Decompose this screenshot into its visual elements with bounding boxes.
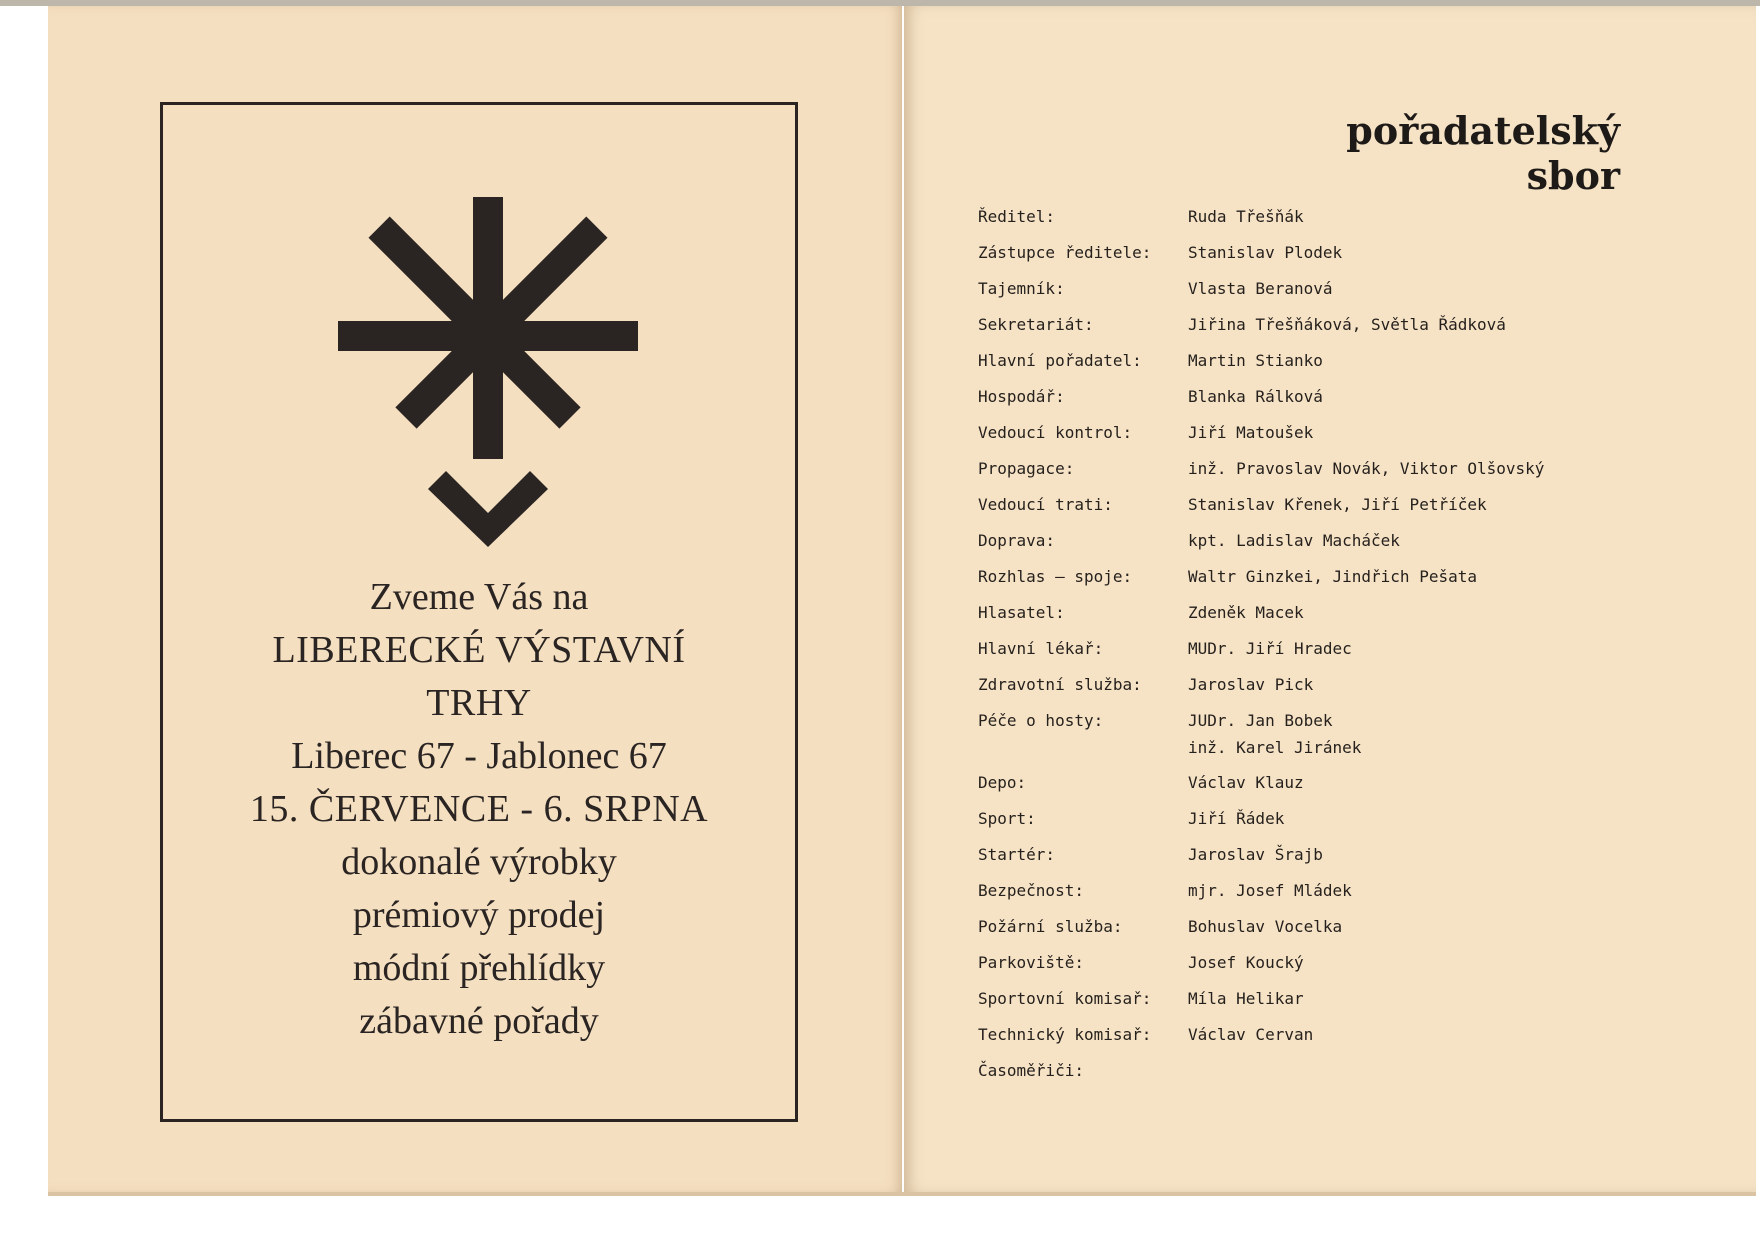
roster-row (978, 881, 1598, 917)
role-label: Startér: (978, 845, 1056, 864)
role-label: Propagace: (978, 459, 1075, 478)
ad-line: zábavné pořady (359, 1000, 599, 1042)
roster-row (978, 423, 1598, 459)
organizer-roster (978, 207, 1598, 1097)
role-label: Vedoucí trati: (978, 495, 1113, 514)
person-name: Jiřina Třešňáková, Světla Řádková (1188, 315, 1506, 334)
role-label: Vedoucí kontrol: (978, 423, 1133, 442)
roster-row (978, 567, 1598, 603)
roster-row (978, 989, 1598, 1025)
ad-line: módní přehlídky (352, 947, 606, 989)
role-label: Hlavní lékař: (978, 639, 1104, 658)
role-label: Bezpečnost: (978, 881, 1084, 900)
role-label: Sportovní komisař: (978, 989, 1152, 1008)
role-label: Časoměřiči: (978, 1061, 1084, 1080)
roster-row (978, 809, 1598, 845)
roster-row (978, 953, 1598, 989)
person-name: Bohuslav Vocelka (1188, 917, 1343, 936)
person-name: inž. Pravoslav Novák, Viktor Olšovský (1188, 459, 1545, 478)
roster-row (978, 773, 1598, 809)
roster-row (978, 917, 1598, 953)
advertisement-frame (160, 102, 798, 1122)
roster-row (978, 639, 1598, 675)
roster-row (978, 1061, 1598, 1097)
person-name: mjr. Josef Mládek (1188, 881, 1352, 900)
person-name: Ruda Třešňák (1188, 207, 1304, 226)
person-name: Martin Stianko (1188, 351, 1323, 370)
person-name: Jaroslav Pick (1188, 675, 1314, 694)
ad-line: LIBERECKÉ VÝSTAVNÍ (272, 629, 686, 671)
role-label: Péče o hosty: (978, 711, 1104, 730)
role-label: Zástupce ředitele: (978, 243, 1152, 262)
ad-line: Zveme Vás na (369, 576, 589, 618)
left-page (48, 6, 902, 1192)
person-name: JUDr. Jan Bobek (1188, 711, 1333, 730)
role-label: Hospodář: (978, 387, 1065, 406)
roster-row (978, 711, 1598, 773)
roster-row (978, 387, 1598, 423)
roster-row (978, 675, 1598, 711)
person-name: Stanislav Plodek (1188, 243, 1343, 262)
roster-row (978, 279, 1598, 315)
roster-row (978, 495, 1598, 531)
role-label: Doprava: (978, 531, 1056, 550)
person-name: Blanka Rálková (1188, 387, 1323, 406)
person-name: Stanislav Křenek, Jiří Petříček (1188, 495, 1487, 514)
roster-row (978, 531, 1598, 567)
person-name: Václav Klauz (1188, 773, 1304, 792)
person-name: inž. Karel Jiránek (1188, 738, 1362, 757)
role-label: Sport: (978, 809, 1036, 828)
roster-row (978, 315, 1598, 351)
ad-line: 15. ČERVENCE - 6. SRPNA (249, 788, 709, 830)
role-label: Ředitel: (978, 207, 1056, 226)
role-label: Parkoviště: (978, 953, 1084, 972)
person-name: Jiří Matoušek (1188, 423, 1314, 442)
ad-line: TRHY (426, 682, 532, 724)
person-name: Míla Helikar (1188, 989, 1304, 1008)
person-name: Waltr Ginzkei, Jindřich Pešata (1188, 567, 1477, 586)
person-name: Jiří Řádek (1188, 809, 1285, 828)
role-label: Depo: (978, 773, 1027, 792)
ad-line: prémiový prodej (352, 894, 606, 936)
advertisement-text (163, 571, 795, 1048)
person-name: Zdeněk Macek (1188, 603, 1304, 622)
roster-row (978, 459, 1598, 495)
roster-row (978, 1025, 1598, 1061)
role-label: Hlavní pořadatel: (978, 351, 1142, 370)
role-label: Zdravotní služba: (978, 675, 1142, 694)
role-label: Technický komisař: (978, 1025, 1152, 1044)
person-name: kpt. Ladislav Macháček (1188, 531, 1400, 550)
fair-emblem-icon (338, 197, 638, 547)
roster-row (978, 603, 1598, 639)
person-name: MUDr. Jiří Hradec (1188, 639, 1352, 658)
roster-row (978, 351, 1598, 387)
person-name: Václav Cervan (1188, 1025, 1314, 1044)
person-name: Vlasta Beranová (1188, 279, 1333, 298)
role-label: Rozhlas — spoje: (978, 567, 1133, 586)
role-label: Hlasatel: (978, 603, 1065, 622)
page-title: pořadatelský sbor (1346, 108, 1620, 198)
person-name: Jaroslav Šrajb (1188, 845, 1323, 864)
roster-row (978, 845, 1598, 881)
role-label: Tajemník: (978, 279, 1065, 298)
person-name: Josef Koucký (1188, 953, 1304, 972)
ad-line: dokonalé výrobky (341, 841, 617, 883)
roster-row (978, 207, 1598, 243)
role-label: Sekretariát: (978, 315, 1094, 334)
ad-line: Liberec 67 - Jablonec 67 (291, 735, 667, 777)
role-label: Požární služba: (978, 917, 1123, 936)
scan-bottom-edge (48, 1192, 1756, 1196)
roster-row (978, 243, 1598, 279)
